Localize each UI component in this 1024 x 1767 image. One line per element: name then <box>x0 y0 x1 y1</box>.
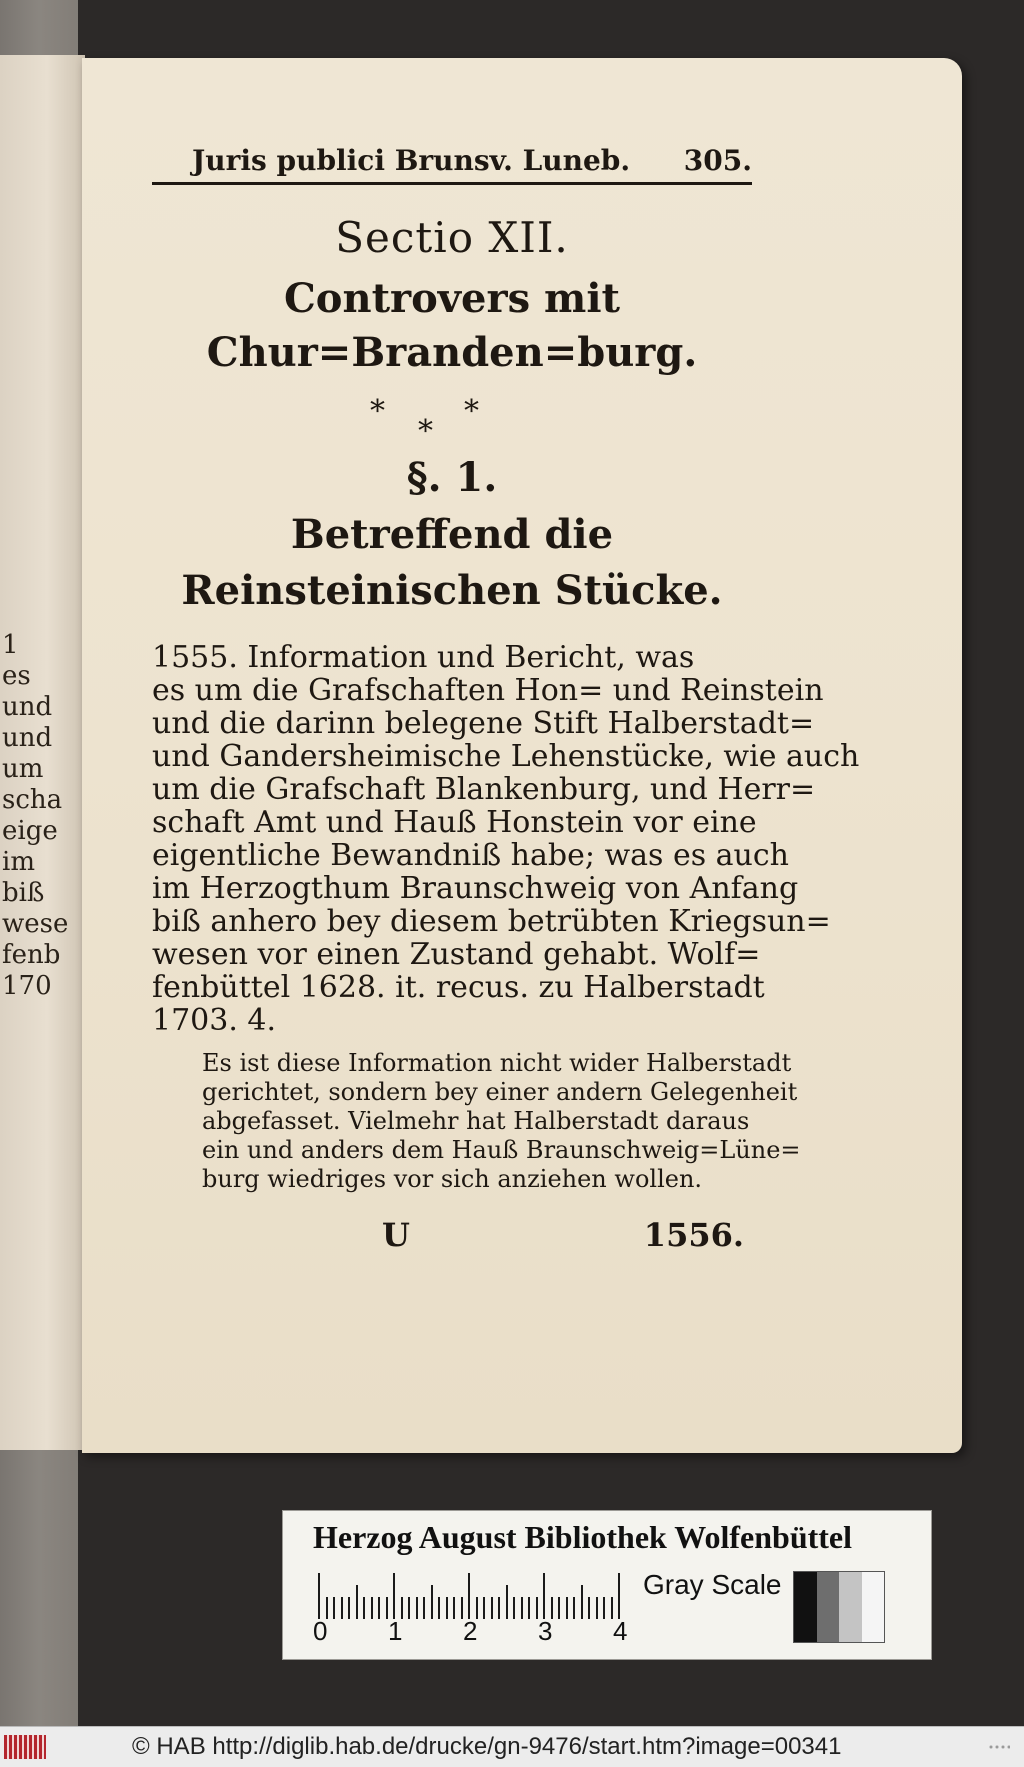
signature-mark: U <box>382 1216 410 1254</box>
entry-line: eigentliche Bewandniß habe; was es auch <box>152 838 789 873</box>
section-subtitle: Controvers mit Chur=Branden=burg. <box>206 275 698 376</box>
paragraph-mark: §. 1. <box>406 454 498 501</box>
ruler-tick <box>468 1573 470 1619</box>
entry-line: wesen vor einen Zustand gehabt. Wolf= <box>152 937 761 972</box>
page-footer-marks <box>152 1216 752 1266</box>
ruler-tick <box>431 1585 433 1619</box>
page-content <box>152 138 860 1266</box>
gray-scale-label: Gray Scale <box>643 1569 782 1600</box>
ruler-numbers <box>313 1616 633 1650</box>
fragment-line: scha <box>2 785 63 815</box>
ruler-tick <box>318 1573 320 1619</box>
note-line: abgefasset. Vielmehr hat Halberstadt daraus <box>202 1107 750 1135</box>
note-line: ein und anders dem Hauß Braunschweig=Lüne= <box>202 1136 801 1164</box>
asterisk-icon: * <box>370 394 385 429</box>
ruler-number: 4 <box>613 1616 628 1646</box>
running-title: Juris publici Brunsv. Luneb. <box>192 144 631 177</box>
ruler-tick <box>581 1585 583 1619</box>
gray-swatch <box>817 1572 840 1642</box>
gray-swatch <box>794 1572 817 1642</box>
gray-swatch <box>839 1572 862 1642</box>
fragment-line: und <box>2 692 53 722</box>
section-title: Sectio XII. <box>335 213 569 262</box>
fragment-line: eige <box>2 816 58 846</box>
fragment-line: es <box>2 661 31 691</box>
entry-heading: Betreffend die Reinsteinischen Stücke. <box>181 511 723 614</box>
ruler-tick <box>543 1573 545 1619</box>
entry-line: im Herzogthum Braunschweig von Anfang <box>152 871 799 906</box>
entry-note <box>202 1049 801 1194</box>
note-line: gerichtet, sondern bey einer andern Gelegenheit <box>202 1078 798 1106</box>
ruler-tick <box>393 1573 395 1619</box>
entry-line: und Gandersheimische Lehenstücke, wie auch <box>152 739 860 774</box>
entry-line: 1555. Information und Bericht, was <box>152 640 695 675</box>
running-head <box>152 138 752 185</box>
page-number: 305. <box>683 144 752 177</box>
ruler-number: 2 <box>463 1616 478 1646</box>
gray-swatch <box>862 1572 885 1642</box>
facing-page-fragments <box>2 630 69 1002</box>
ruler-tick <box>618 1573 620 1619</box>
fragment-line: 170 <box>2 971 52 1001</box>
entry-line: schaft Amt und Hauß Honstein vor eine <box>152 805 757 840</box>
copyright-link[interactable]: © HAB http://diglib.hab.de/drucke/gn-9476/start.htm?image=00341 <box>132 1733 842 1760</box>
ruler-number: 3 <box>538 1616 553 1646</box>
note-line: Es ist diese Information nicht wider Halberstadt <box>202 1049 792 1077</box>
measurement-ruler <box>318 1569 618 1619</box>
fragment-line: 1 <box>2 630 19 660</box>
entry-line: fenbüttel 1628. it. recus. zu Halberstadt <box>152 970 765 1005</box>
library-name: Herzog August Bibliothek Wolfenbüttel <box>313 1519 853 1555</box>
ruler-tick <box>506 1585 508 1619</box>
entry-line: biß anhero bey diesem betrübten Kriegsun= <box>152 904 831 939</box>
gray-scale-swatches <box>793 1571 885 1643</box>
fragment-line: um <box>2 754 44 784</box>
bibliographic-entry <box>152 640 860 1038</box>
entry-line: um die Grafschaft Blankenburg, und Herr= <box>152 772 816 807</box>
entry-line: und die darinn belegene Stift Halberstadt= <box>152 706 815 741</box>
hab-logo-icon <box>4 1735 46 1759</box>
ruler-number: 0 <box>313 1616 328 1646</box>
ruler-number: 1 <box>388 1616 403 1646</box>
more-dots-icon[interactable] <box>988 1745 1010 1749</box>
entry-line: es um die Grafschaften Hon= und Reinstein <box>152 673 824 708</box>
asterisk-icon: * <box>418 414 433 449</box>
fragment-line: im <box>2 847 35 877</box>
catchword: 1556. <box>643 1216 744 1254</box>
fragment-line: wese <box>2 909 69 939</box>
fragment-line: und <box>2 723 53 753</box>
asterisk-icon: * <box>464 394 479 429</box>
viewer-footer <box>0 1726 1024 1767</box>
entry-line: 1703. 4. <box>152 1003 277 1038</box>
ruler-tick <box>356 1585 358 1619</box>
book-page <box>82 58 962 1453</box>
fragment-line: biß <box>2 878 45 908</box>
reference-card <box>282 1510 932 1660</box>
note-line: burg wiedriges vor sich anziehen wollen. <box>202 1165 703 1193</box>
fragment-line: fenb <box>2 940 61 970</box>
asterism-ornament <box>152 390 752 450</box>
